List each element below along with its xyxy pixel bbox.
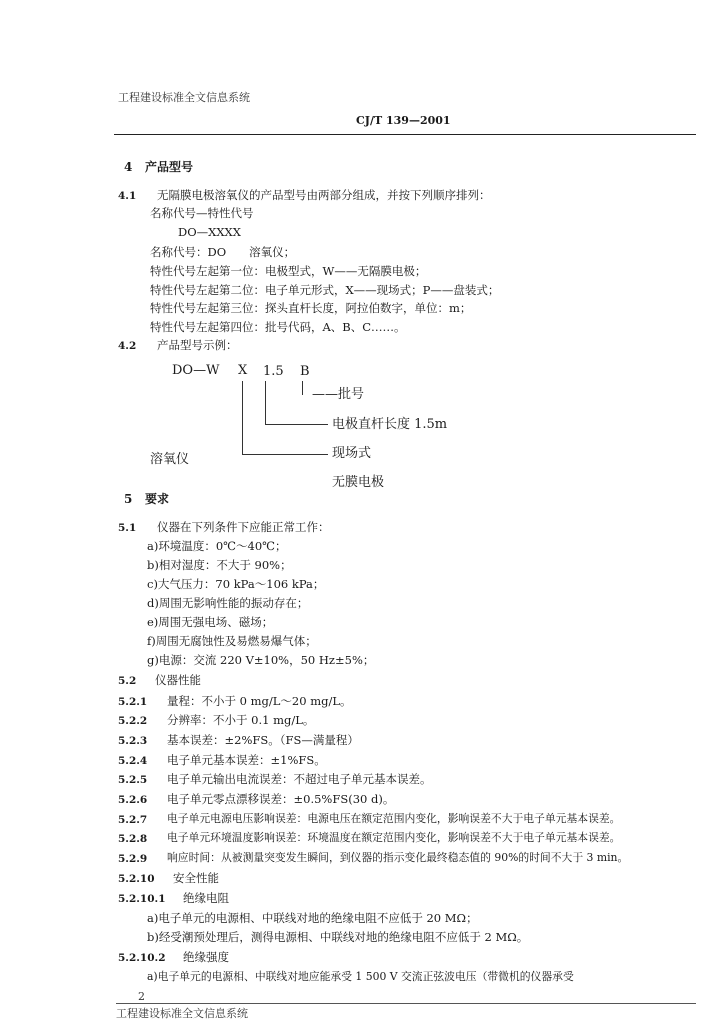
clause-5-2-10-1-title: 绝缘电阻 bbox=[183, 891, 229, 905]
length-connector-v bbox=[265, 381, 266, 425]
footer-site-name: 工程建设标准全文信息系统 bbox=[116, 1007, 248, 1020]
clause-5-2-3-number: 5.2.3 bbox=[118, 735, 148, 747]
feature-code-1: 特性代号左起第一位：电极型式，W——无隔膜电极； bbox=[150, 264, 427, 278]
model-part-batch: B bbox=[300, 364, 310, 379]
clause-5-2-10-number: 5.2.10 bbox=[118, 873, 155, 885]
header-rule bbox=[114, 134, 696, 135]
clause-5-2-5-number: 5.2.5 bbox=[118, 774, 148, 786]
onsite-connector-v bbox=[242, 381, 243, 455]
clause-4-2-number: 4.2 bbox=[118, 340, 137, 352]
clause-5-2-title: 仪器性能 bbox=[155, 673, 201, 687]
insulation-resistance-a: a)电子单元的电源相、中联线对地的绝缘电阻不应低于 20 MΩ； bbox=[147, 911, 478, 925]
condition-f: f)周围无腐蚀性及易燃易爆气体； bbox=[147, 634, 317, 648]
condition-g: g)电源：交流 220 V±10%，50 Hz±5%； bbox=[147, 653, 375, 667]
insulation-strength-a: a)电子单元的电源相、中联线对地应能承受 1 500 V 交流正弦波电压（带微机的仪器承受 bbox=[147, 970, 574, 983]
label-length: 电极直杆长度 1.5m bbox=[332, 417, 448, 432]
standard-code: CJ/T 139—2001 bbox=[356, 114, 451, 127]
feature-code-3: 特性代号左起第三位：探头直杆长度，阿拉伯数字，单位：m； bbox=[150, 301, 472, 315]
clause-5-2-10-title: 安全性能 bbox=[173, 871, 219, 885]
clause-5-2-9-text: 响应时间：从被测量突变发生瞬间，到仪器的指示变化最终稳态值的 90%的时间不大于 3 min。 bbox=[167, 851, 629, 864]
clause-5-2-6-number: 5.2.6 bbox=[118, 794, 148, 806]
header-site-name: 工程建设标准全文信息系统 bbox=[118, 91, 250, 104]
clause-5-1-text: 仪器在下列条件下应能正常工作： bbox=[157, 520, 330, 534]
feature-code-2: 特性代号左起第二位：电子单元形式，X——现场式；P——盘装式； bbox=[150, 283, 500, 297]
section-4-number: 4 bbox=[124, 160, 133, 174]
name-code-line: 名称代号：DO 溶氧仪； bbox=[150, 245, 296, 259]
clause-5-2-5-text: 电子单元输出电流误差：不超过电子单元基本误差。 bbox=[167, 772, 432, 786]
model-pattern: DO—XXXX bbox=[178, 225, 241, 239]
label-nodiaphragm: 无膜电极 bbox=[332, 475, 385, 490]
clause-5-2-number: 5.2 bbox=[118, 675, 137, 687]
clause-5-2-10-2-number: 5.2.10.2 bbox=[118, 952, 166, 964]
clause-5-2-1-number: 5.2.1 bbox=[118, 696, 148, 708]
clause-5-2-4-text: 电子单元基本误差：±1%FS。 bbox=[167, 753, 326, 767]
clause-5-2-3-text: 基本误差：±2%FS。（FS—满量程） bbox=[167, 733, 359, 747]
clause-5-2-8-text: 电子单元环境温度影响误差：环境温度在额定范围内变化，影响误差不大于电子单元基本误差。 bbox=[167, 831, 621, 844]
section-5-number: 5 bbox=[124, 492, 133, 506]
clause-5-2-10-1-number: 5.2.10.1 bbox=[118, 893, 166, 905]
clause-5-1-number: 5.1 bbox=[118, 522, 137, 534]
clause-5-2-2-number: 5.2.2 bbox=[118, 715, 148, 727]
clause-5-2-10-2-title: 绝缘强度 bbox=[183, 950, 229, 964]
section-5-title: 要求 bbox=[145, 492, 170, 506]
clause-5-2-6-text: 电子单元零点漂移误差：±0.5%FS(30 d)。 bbox=[167, 792, 395, 806]
label-onsite: 现场式 bbox=[332, 446, 372, 461]
clause-5-2-7-number: 5.2.7 bbox=[118, 814, 148, 826]
condition-d: d)周围无影响性能的振动存在； bbox=[147, 596, 309, 610]
model-part-form: X bbox=[238, 363, 248, 378]
label-instrument: 溶氧仪 bbox=[150, 452, 190, 467]
clause-5-2-8-number: 5.2.8 bbox=[118, 833, 148, 845]
clause-5-2-2-text: 分辨率：不小于 0.1 mg/L。 bbox=[167, 713, 315, 727]
section-4-title: 产品型号 bbox=[145, 160, 194, 174]
length-connector-h bbox=[265, 424, 328, 425]
model-part-length: 1.5 bbox=[263, 364, 284, 379]
footer-rule bbox=[116, 1003, 696, 1004]
clause-5-2-4-number: 5.2.4 bbox=[118, 755, 148, 767]
condition-b: b)相对湿度：不大于 90%； bbox=[147, 558, 292, 572]
clause-5-2-1-text: 量程：不小于 0 mg/L～20 mg/L。 bbox=[167, 694, 352, 708]
onsite-connector-h bbox=[242, 454, 328, 455]
batch-connector bbox=[302, 381, 303, 395]
page-number: 2 bbox=[138, 990, 145, 1003]
model-format: 名称代号—特性代号 bbox=[150, 206, 254, 220]
clause-5-2-9-number: 5.2.9 bbox=[118, 853, 148, 865]
condition-e: e)周围无强电场、磁场； bbox=[147, 615, 274, 629]
label-batch: ——批号 bbox=[312, 387, 365, 402]
feature-code-4: 特性代号左起第四位：批号代码，A、B、C……。 bbox=[150, 320, 406, 334]
model-part-prefix: DO—W bbox=[172, 363, 220, 378]
clause-4-1-number: 4.1 bbox=[118, 190, 137, 202]
insulation-resistance-b: b)经受潮预处理后，测得电源相、中联线对地的绝缘电阻不应低于 2 MΩ。 bbox=[147, 930, 529, 944]
condition-c: c)大气压力：70 kPa～106 kPa； bbox=[147, 577, 325, 591]
condition-a: a)环境温度：0℃～40℃； bbox=[147, 539, 287, 553]
clause-4-2-text: 产品型号示例： bbox=[157, 338, 238, 352]
clause-5-2-7-text: 电子单元电源电压影响误差：电源电压在额定范围内变化，影响误差不大于电子单元基本误差。 bbox=[167, 812, 621, 825]
clause-4-1-text: 无隔膜电极溶氧仪的产品型号由两部分组成，并按下列顺序排列： bbox=[157, 188, 491, 202]
